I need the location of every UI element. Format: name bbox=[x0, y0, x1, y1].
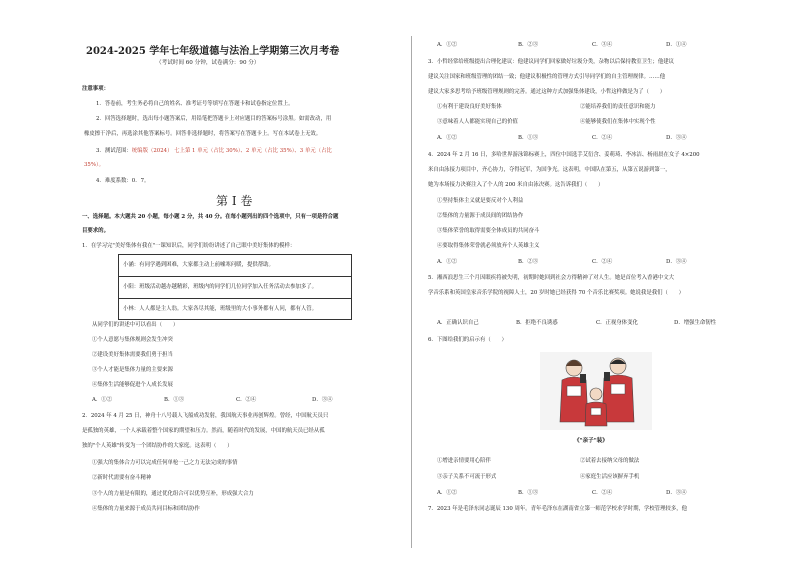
q6-option: ②试着去接纳父母的做法 bbox=[580, 458, 640, 464]
q2-line: 是孤独的英雄，一个人承载着整个国家的期望和压力。然而，随着时代的发展，中国的航天员已经从孤 bbox=[82, 428, 325, 434]
q1-stem: 1．在学习完"美好集体有我在"一课知识后，同学们纷纷讲述了自己眼中美好集体的模样： bbox=[82, 243, 296, 249]
q7-line: 7．2023 年是毛泽东同志诞辰 130 周年。青年毛泽东在湖南省立第一师范学校求学时期，学校管理较多，他 bbox=[428, 506, 687, 512]
q5-line: 学音乐系和英国皇家音乐学院的视障人士，20 岁时她已经获得 70 个音乐比赛奖项。她说我是我们（ ） bbox=[428, 290, 685, 296]
section-heading: 一、选择题。本大题共 20 小题，每小题 2 分，共 40 分。在每小题列出的四个选项中，只有一项是符合题 bbox=[82, 214, 339, 220]
section-heading-2: 目要求的。 bbox=[82, 228, 109, 234]
q3-answer: D．③④ bbox=[666, 135, 687, 141]
q4-line: 她为本场接力决赛注入了个人的 200 米自由泳决赛。这告诉我们（ ） bbox=[428, 182, 604, 188]
q1-table-row: 小林：人人都是主人翁。大家各尽其能，班级里的大小事务都有人问，都有人管。 bbox=[123, 306, 318, 312]
q4-answer: D．③④ bbox=[666, 259, 687, 265]
q1-table-row: 小涵：有同学遇到困难，大家都主动上前嘘寒问暖，提供帮助。 bbox=[119, 255, 351, 277]
q2-answer: A．①② bbox=[437, 42, 458, 48]
q1-table bbox=[118, 254, 352, 320]
q2-option: ④集体的力量来源于成员共同目标和团结协作 bbox=[92, 506, 200, 512]
q4-option: ②集体的力量源于成员间的团结协作 bbox=[437, 213, 524, 219]
q3-answer: C．②④ bbox=[592, 135, 613, 141]
volume-heading: 第 I 卷 bbox=[216, 194, 253, 208]
q5-answer: D．增强生命韧性 bbox=[674, 320, 717, 326]
q3-line: 建议关注国家和班级管理的团结一致；他建议积极性的管理方式引导同学们的自主管理规律。……他 bbox=[428, 74, 666, 80]
q6-answer: C．②④ bbox=[592, 490, 613, 496]
q2-line: 2．2024 年 4 月 25 日，神舟十八号载人飞船成功发射，我国航天事业再创辉煌。曾经，中国航天员只 bbox=[82, 413, 329, 419]
q2-option: ③个人的力量是有限的，通过优化组合可以优势互补，形成强大合力 bbox=[92, 491, 254, 497]
notice-4: 4．难度系数：0．7。 bbox=[96, 178, 150, 184]
q2-option: ②新时代需要有奋斗精神 bbox=[92, 475, 152, 481]
q4-answer: B．②③ bbox=[518, 259, 539, 265]
q2-line: 独的"个人英雄"转变为一个团结协作的大家庭。这表明（ ） bbox=[82, 443, 233, 449]
notice-2: 2．回答选择题时，选出每小题答案后，用铅笔把答题卡上对应题目的答案标号涂黑。如需改动，用 bbox=[96, 116, 332, 122]
q1-answer: D．③④ bbox=[312, 397, 333, 403]
q2-answer: C．③④ bbox=[592, 42, 613, 48]
q3-option: ①有利于建设良好美好集体 bbox=[437, 104, 502, 110]
q1-prompt: 从同学们的讲述中可以看出（ ） bbox=[92, 322, 179, 328]
q3-answer: A．①② bbox=[437, 135, 458, 141]
q3-line: 建议大家多思考给予班级管理规则的完善。通过这种方式加强集体建设，小哲这样做是为了（ ） bbox=[428, 89, 666, 95]
q4-line: 米自由泳接力项目中，齐心协力，夺得冠军，为国争光。这表明，中国队在第五，从第五说游到第一， bbox=[428, 167, 671, 173]
q6-option: ④家庭生活应该摒弃手机 bbox=[580, 474, 640, 480]
q3-line: 3．小哲经常给班级提出合理化建议：他建议同学们回家做好垃圾分类，杂物以后保持教室卫生；他建议 bbox=[428, 59, 675, 65]
q6-answer: A．①② bbox=[437, 490, 458, 496]
notice-3b: 35%）。 bbox=[84, 162, 105, 168]
q1-table-row: 小阳：班级活动越办越精彩，班级内的同学们几位同学加入任务活动去参加多了。 bbox=[119, 277, 351, 299]
exam-subtitle: （考试时间 60 分钟，试卷满分：90 分） bbox=[156, 60, 260, 66]
q1-answer: B．①③ bbox=[164, 397, 185, 403]
column-divider bbox=[411, 36, 412, 548]
q5-line: 5．湘西浪思生三个月因眼疾将被失明，初期时她回到社会方得精神了对人生。她是首位考入香港中文大 bbox=[428, 275, 675, 281]
q5-answer: A．正确认识自己 bbox=[437, 320, 479, 326]
q1-answer: A．①② bbox=[92, 397, 113, 403]
q4-line: 4．2024 年 2 月 16 日，多哈世界游泳锦标赛上，四位中国选手艾衍含、姜萌琦、李冰洁、杨雨晨在女子 4×200 bbox=[428, 152, 700, 158]
q3-option: ②能培养我们的责任意识和能力 bbox=[580, 104, 656, 110]
q1-option: ①个人意愿与集体规则会发生冲突 bbox=[92, 337, 173, 343]
q1-option: ④集体生活能够促进个人成长发展 bbox=[92, 382, 173, 388]
q1-option: ③个人才能是集体力量的主要来源 bbox=[92, 367, 173, 373]
notice-heading: 注意事项： bbox=[82, 86, 109, 92]
q1-option: ②建设美好集体需要我们勇于担当 bbox=[92, 352, 173, 358]
q6-option: ③亲子关系不可流于形式 bbox=[437, 474, 497, 480]
q4-option: ③集体荣誉的取得需要全体成员的共同奋斗 bbox=[437, 228, 540, 234]
q6-option: ①增进亲情要用心陪伴 bbox=[437, 458, 491, 464]
q5-answer: B．拒绝不良诱惑 bbox=[516, 320, 558, 326]
notice-2b: 橡皮擦干净后，再选涂其他答案标号。回答非选择题时，将答案写在答题卡上。写在本试卷上无效。 bbox=[84, 131, 322, 137]
q3-option: ③意味着人人都能实现自己的价值 bbox=[437, 119, 518, 125]
q3-answer: B．①③ bbox=[518, 135, 539, 141]
q4-option: ④要取得集体荣誉就必须放弃个人英雄主义 bbox=[437, 243, 540, 249]
notice-3-scope: 统编版（2024） 七上第 1 单元（占比 30%）、2 单元（占比 35%）、3 单元（占比 bbox=[131, 148, 332, 154]
q6-answer: B．①③ bbox=[518, 490, 539, 496]
q6-caption: 《"亲子"装》 bbox=[574, 438, 608, 444]
q6-stem: 6．下图给我们的启示有（ ） bbox=[428, 337, 507, 343]
q4-option: ①坚持集体主义就是要反对个人利益 bbox=[437, 198, 524, 204]
q4-answer: A．①② bbox=[437, 259, 458, 265]
q2-answer: B．②③ bbox=[518, 42, 539, 48]
q2-answer: D．①④ bbox=[666, 42, 687, 48]
q5-answer: C．正视身体变化 bbox=[596, 320, 638, 326]
exam-title: 2024-2025 学年七年级道德与法治上学期第三次月考卷 bbox=[86, 46, 340, 57]
q3-option: ④能够使我们在集体中实现个性 bbox=[580, 119, 656, 125]
q2-option: ①强大的集体合力可以完成任何单枪一己之力无法完成的事情 bbox=[92, 460, 238, 466]
q6-answer: D．③④ bbox=[666, 490, 687, 496]
notice-3 bbox=[96, 148, 332, 155]
family-illustration bbox=[540, 352, 652, 430]
q4-answer: C．②④ bbox=[592, 259, 613, 265]
notice-3-label: 3．测试范围： bbox=[96, 148, 132, 154]
notice-1: 1．答卷前，考生务必将自己的姓名、准考证号等填写在答题卡和试卷指定位置上。 bbox=[96, 101, 294, 107]
q1-answer: C．②④ bbox=[236, 397, 257, 403]
